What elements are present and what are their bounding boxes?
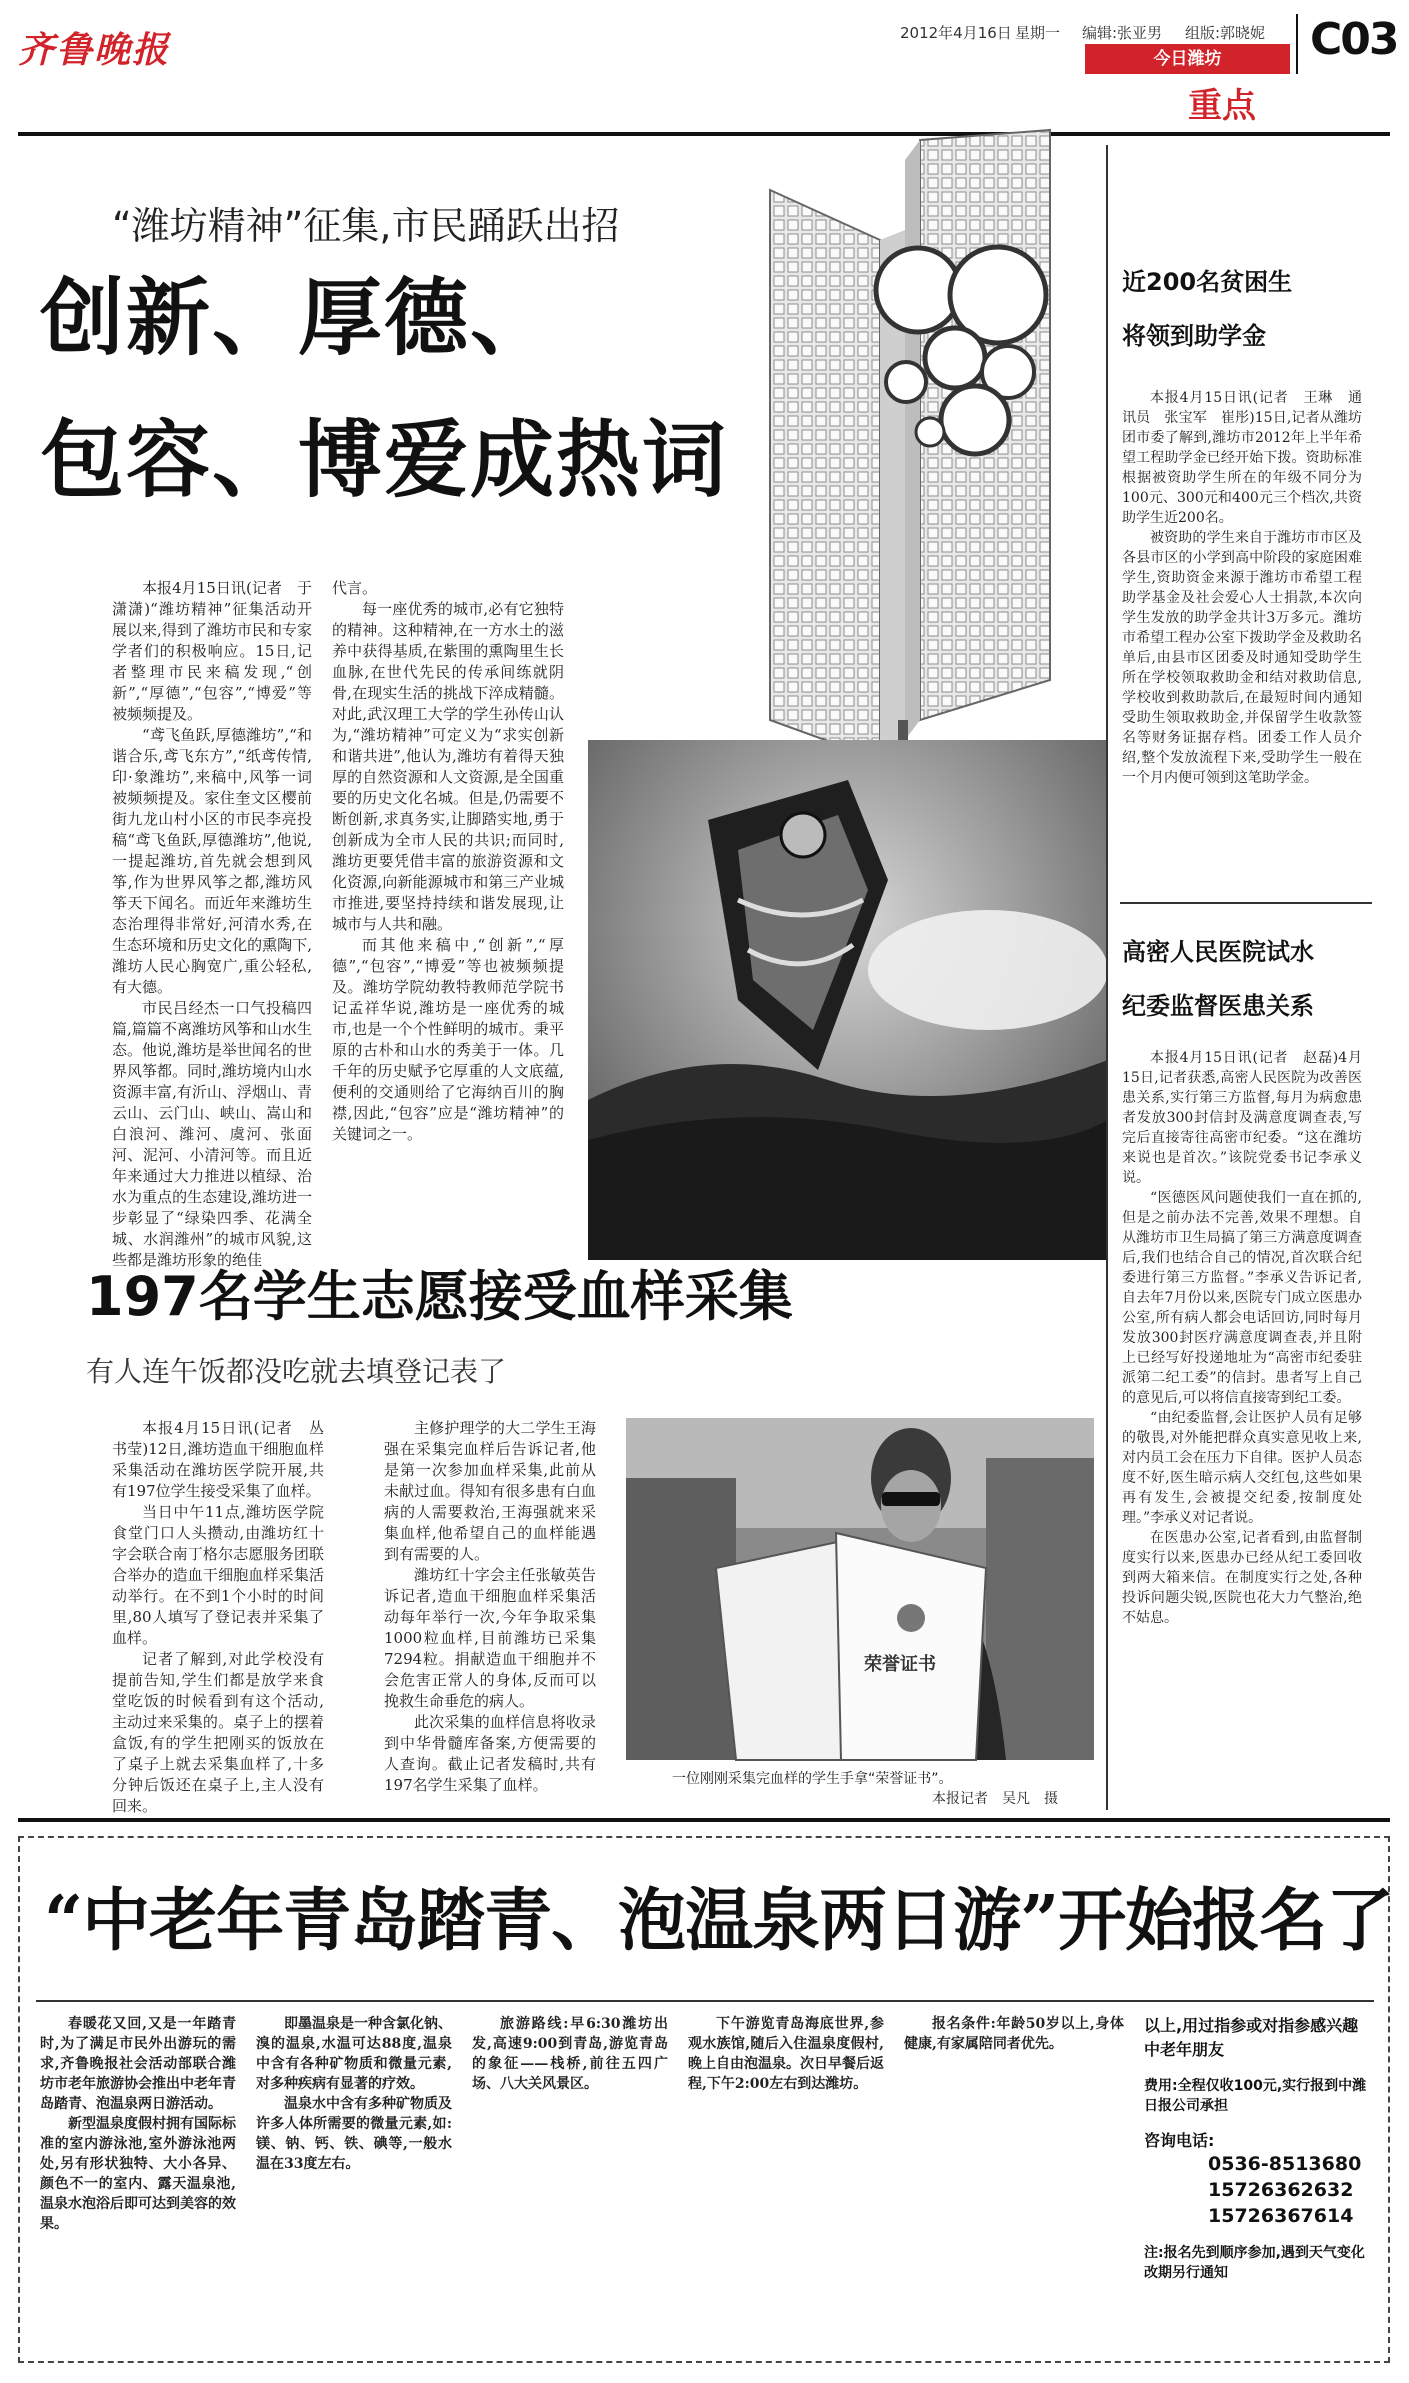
story2-paragraph: 此次采集的血样信息将收录到中华骨髓库备案,方便需要的人查询。截止记者发稿时,共有197名学生采集了血样。	[384, 1713, 596, 1794]
newspaper-logo: 齐鲁晚报	[18, 29, 171, 71]
story2-paragraph: 记者了解到,对此学校没有提前告知,学生们都是放学来食堂吃饭的时候看到有这个活动,主动过来采集的。桌子上的摆着盒饭,有的学生把刚买的饭放在了桌子上就去采集血样了,十多分钟后饭还在桌子上,主人没有回来。	[112, 1650, 324, 1815]
side1-body	[1122, 388, 1362, 888]
side1-paragraph: 本报4月15日讯(记者 王琳 通讯员 张宝军 崔彤)15日,记者从潍坊团市委了解到,潍坊市2012年上半年希望工程助学金已经开始下拨。资助标准根据被资助学生所在的年级不同分为100元、300元和400元三个档次,共资助学生近200名。	[1122, 390, 1362, 526]
side2-paragraph: “由纪委监督,会让医护人员有足够的敬畏,对外能把群众真实意见收上来,对内员工会在压力下自律。医护人员态度不好,医生暗示病人交红包,这些如果再有发生,会被提交纪委,按制度处理。”李承义对记者说。	[1122, 1410, 1362, 1526]
lead-paragraph: 每一座优秀的城市,必有它独特的精神。这种精神,在一方水土的滋养中获得基质,在紫围的熏陶里生长血脉,在世代先民的传承间练就阴骨,在现实生活的挑战下淬成精髓。对此,武汉理工大学的学生孙传山认为,“潍坊精神”可定义为“求实创新 和谐共进”,他认为,潍坊有着得天独厚的自然资源和人文资源,是全国重要的历史文化名城。但是,仍需要不断创新,求真务实,让脚踏实地,勇于创新成为全市人民的共识;而同时,潍坊更要凭借丰富的旅游资源和文化资源,向新能源城市和第三产业城市推进,要坚持持续和谐发展现,让城市与人共和融。	[332, 600, 580, 933]
side2-paragraph: “医德医风问题使我们一直在抓的,但是之前办法不完善,效果不理想。自从潍坊市卫生局搞了第三方满意度调查后,我们也结合自己的情况,首次联合纪委进行第三方监督。”李承义告诉记者,自去年7月份以来,医院专门成立医患办公室,所有病人都会电话回访,同时每月发放300封医疗满意度调查表,并且附上已经写好投递地址为“高密市纪委驻派第二纪工委”的信封。患者写上自己的意见后,可以将信直接寄到纪工委。	[1122, 1190, 1362, 1406]
ad-column-3	[472, 2014, 668, 2348]
issue-weekday: 星期一	[1015, 24, 1061, 42]
story2-paragraph: 本报4月15日讯(记者 丛书莹)12日,潍坊造血干细胞血样采集活动在潍坊医学院开展,共有197位学生接受采集了血样。	[112, 1419, 324, 1500]
lead-paragraph: 市民吕经杰一口气投稿四篇,篇篇不离潍坊风筝和山水生态。他说,潍坊是举世闻名的世界风筝都。同时,潍坊境内山水资源丰富,有沂山、浮烟山、青云山、云门山、峡山、嵩山和白浪河、潍河、虞河、张面河、泥河、小清河等。而且近年来通过大力推进以植绿、治水为重点的生态建设,潍坊进一步彰显了“绿染四季、花满全城、水润潍州”的城市风貌,这些都是潍坊形象的绝佳	[112, 999, 312, 1269]
ad-phone-3[interactable]: 15726367614	[1208, 2205, 1354, 2227]
side1-paragraph: 被资助的学生来自于潍坊市市区及各县市区的小学到高中阶段的家庭困难学生,资助资金来源于潍坊市希望工程助学基金及社会爱心人士捐款,本次向学生发放的助学金共计3万多元。潍坊市希望工程办公室下拨助学金及救助名单后,由县市区团委及时通知受助学生所在学校领取救助金和结对救助信息,学校收到救助款后,在最短时间内通知受助生领取救助金,并保留学生收款签名等财务证据存档。团委工作人员介绍,整个发放流程下来,受助学生一般在一个月内便可领到这笔助学金。	[1122, 530, 1362, 786]
section-tag: 重点	[1188, 86, 1256, 126]
lead-paragraph: “鸢飞鱼跃,厚德潍坊”,“和谐合乐,鸢飞东方”,“纸鸢传情,印·象潍坊”,来稿中,风筝一词被频频提及。家住奎文区樱前街九龙山村小区的市民李亮投稿“鸢飞鱼跃,厚德潍坊”,他说,一提起潍坊,首先就会想到风筝,作为世界风筝之都,潍坊风筝天下闻名。而近年来潍坊生态治理得非常好,河清水秀,在生态环境和历史文化的熏陶下,潍坊人民心胸宽广,重公轻私,有大德。	[112, 726, 312, 996]
side2-title-line1: 高密人民医院试水	[1122, 938, 1314, 966]
ad-phone-1[interactable]: 0536-8513680	[1208, 2153, 1362, 2175]
photo-caption: 一位刚刚采集完血样的学生手拿“荣誉证书”。	[672, 1771, 953, 1787]
lead-paragraph: 而其他来稿中,“创新”,“厚德”,“包容”,“博爱”等也被频频提及。潍坊学院幼教特教师范学院书记孟祥华说,潍坊是一座优秀的城市,也是一个个性鲜明的城市。秉平原的古朴和山水的秀美于一体。几千年的历史赋予它厚重的人文底蕴,便利的交通则给了它海纳百川的胸襟,因此,“包容”应是“潍坊精神”的关键词之一。	[332, 936, 564, 1143]
lead-paragraph: 代言。	[332, 579, 378, 597]
story2-column-2	[384, 1418, 596, 1802]
ad-phone-2[interactable]: 15726362632	[1208, 2179, 1354, 2201]
certificate-title: 荣誉证书	[864, 1654, 936, 1675]
ad-paragraph: 报名条件:年龄50岁以上,身体健康,有家属陪同者优先。	[904, 2016, 1124, 2052]
lead-headline-line1: 创新、厚德、	[40, 269, 557, 367]
story2-column-1	[112, 1418, 324, 1815]
ad-headline: “中老年青岛踏青、泡温泉两日游”开始报名了	[44, 1881, 1394, 1961]
ad-note: 注:报名先到顺序参加,遇到天气变化改期另行通知	[1144, 2245, 1365, 2281]
lead-paragraph: 本报4月15日讯(记者 于潇潇)“潍坊精神”征集活动开展以来,得到了潍坊市民和专家学者们的积极响应。15日,记者整理市民来稿发现,“创新”,“厚德”,“包容”,“博爱”等被频频提及。	[112, 579, 312, 723]
section-badge: 今日潍坊	[1085, 44, 1290, 74]
side-column-divider	[1106, 145, 1108, 1810]
side1-title-line1: 近200名贫困生	[1122, 268, 1293, 296]
ad-paragraph: 旅游路线:早6:30潍坊出发,高速9:00到青岛,游览青岛的象征——栈桥,前往五四广场、八大关风景区。	[472, 2016, 668, 2092]
side-story-divider	[1120, 902, 1372, 904]
ad-contact-panel	[1144, 2014, 1374, 2348]
side1-title-line2: 将领到助学金	[1122, 322, 1266, 350]
story2-paragraph: 主修护理学的大二学生王海强在采集完血样后告诉记者,他是第一次参加血样采集,此前从未献过血。得知有很多患有白血病的人需要救治,王海强就来采集血样,他希望自己的血样能遇到有需要的人。	[384, 1419, 596, 1563]
ad-column-5	[904, 2014, 1124, 2348]
ad-phone-label: 咨询电话:	[1144, 2131, 1215, 2150]
ad-paragraph: 新型温泉度假村拥有国际标准的室内游泳池,室外游泳池两处,另有形状独特、大小各异、颜色不一的室内、露天温泉池,温泉水泡浴后即可达到美容的效果。	[40, 2116, 236, 2232]
lead-column-2	[332, 578, 580, 1190]
kite-mountain-photo	[588, 740, 1108, 1260]
masthead-divider	[1296, 14, 1298, 74]
story2-subhead: 有人连午饭都没吃就去填登记表了	[86, 1355, 507, 1388]
story2-paragraph: 潍坊红十字会主任张敏英告诉记者,造血干细胞血样采集活动每年举行一次,今年争取采集1000粒血样,目前潍坊已采集7294粒。捐献造血干细胞并不会危害正常人的身体,反而可以挽救生命垂危的病人。	[384, 1566, 596, 1710]
ad-headline-rule	[36, 2000, 1374, 2002]
ad-paragraph: 即墨温泉是一种含氯化钠、溴的温泉,水温可达88度,温泉中含有各种矿物质和微量元素,对多种疾病有显著的疗效。	[256, 2016, 452, 2092]
page-number: C03	[1310, 14, 1398, 65]
lead-column-1	[112, 578, 312, 1269]
ad-column-2	[256, 2014, 452, 2348]
masthead-rule	[18, 132, 1390, 136]
ad-paragraph: 温泉水中含有多种矿物质及许多人体所需要的微量元素,如:镁、钠、钙、铁、碘等,一般水温在33度左右。	[256, 2096, 452, 2172]
layout-credit: 组版:郭晓妮	[1185, 24, 1266, 42]
ad-intro: 以上,用过指参或对指参感兴趣中老年朋友	[1144, 2016, 1359, 2059]
photo-credit: 本报记者 吴凡 摄	[932, 1791, 1058, 1807]
lead-kicker: “潍坊精神”征集,市民踊跃出招	[112, 204, 620, 248]
lead-headline-line2: 包容、博爱成热词	[40, 411, 729, 509]
story2-headline: 197名学生志愿接受血样采集	[86, 1265, 793, 1328]
side2-paragraph: 本报4月15日讯(记者 赵磊)4月15日,记者获悉,高密人民医院为改善医患关系,实行第三方监督,每月为病愈患者发放300封信封及满意度调查表,写完后直接寄往高密市纪委。“这在潍坊来说也是首次。”该院党委书记李承义说。	[1122, 1050, 1362, 1186]
issue-date: 2012年4月16日	[900, 24, 1012, 42]
editor-credit: 编辑:张亚男	[1082, 24, 1163, 42]
ad-fee: 费用:全程仅收100元,实行报到中潍日报公司承担	[1144, 2078, 1367, 2114]
side2-title-line2: 纪委监督医患关系	[1122, 992, 1314, 1020]
ad-column-4	[688, 2014, 884, 2348]
ad-paragraph: 下午游览青岛海底世界,参观水族馆,随后入住温泉度假村,晚上自由泡温泉。次日早餐后返程,下午2:00左右到达潍坊。	[688, 2016, 884, 2092]
ad-top-rule	[18, 1818, 1390, 1822]
masthead	[0, 0, 1409, 135]
story2-paragraph: 当日中午11点,潍坊医学院食堂门口人头攒动,由潍坊红十字会联合南丁格尔志愿服务团联合举办的造血干细胞血样采集活动举行。在不到1个小时的时间里,80人填写了登记表并采集了血样。	[112, 1503, 324, 1647]
side2-paragraph: 在医患办公室,记者看到,由监督制度实行以来,医患办已经从纪工委回收到两大箱来信。在制度实行之处,各种投诉问题尖锐,医院也花大力气整治,绝不姑息。	[1122, 1530, 1362, 1626]
student-certificate-photo	[626, 1418, 1094, 1760]
ad-column-1	[40, 2014, 236, 2348]
ad-paragraph: 春暖花又回,又是一年踏青时,为了满足市民外出游玩的需求,齐鲁晚报社会活动部联合潍坊市老年旅游协会推出中老年青岛踏青、泡温泉两日游活动。	[40, 2016, 236, 2112]
side2-body	[1122, 1048, 1362, 1800]
